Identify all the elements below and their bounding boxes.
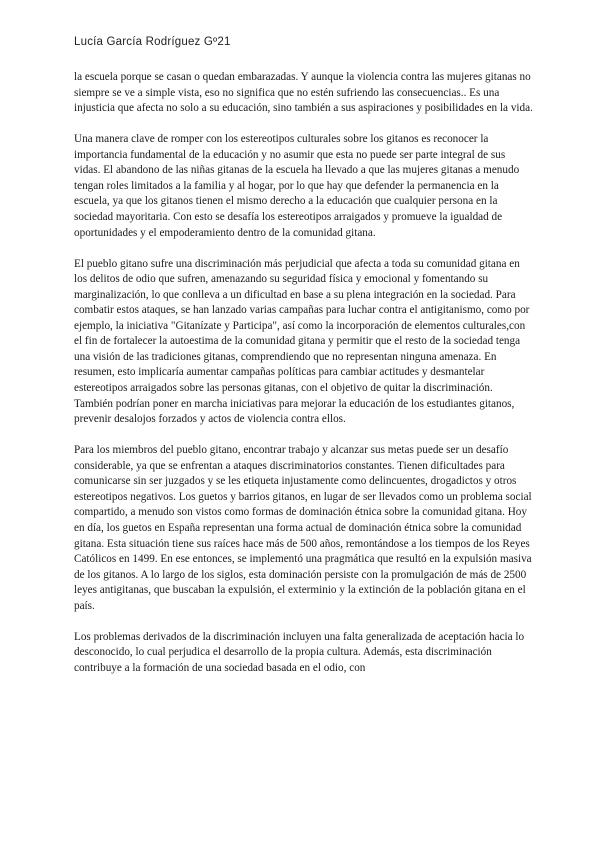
paragraph-3: El pueblo gitano sufre una discriminación más perjudicial que afecta a toda su comunidad gitana en los delitos de odio que sufren, amenazando su seguridad física y emocional y fomentando su marginalización, lo que conlleva a un dificultad en base a su plena integración en la sociedad. Para combatir estos ataques, se han lanzado varias campañas para luchar contra el antigitanismo, como por ejemplo, la iniciativa "Gitanízate y Participa", así como la incorporación de elementos culturales,con el fin de fortalecer la autoestima de la comunidad gitana y permitir que el resto de la sociedad tenga una visión de las tradiciones gitanas, comprendiendo que no representan ninguna amenaza. En resumen, esto implicaría aumentar campañas políticas para cambiar actitudes y desmantelar estereotipos arraigados sobre las personas gitanas, con el objetivo de quitar la discriminación. También podrían poner en marcha iniciativas para mejorar la educación de los estudiantes gitanos, prevenir desalojos forzados y actos de violencia contra ellos. (74, 257, 530, 426)
document-body (74, 70, 534, 692)
paragraph-4: Para los miembros del pueblo gitano, encontrar trabajo y alcanzar sus metas puede ser un desafío considerable, ya que se enfrentan a ataques discriminatorios constantes. Tienen dificultades para comunicarse sin ser juzgados y se les etiqueta injustamente como delincuentes, drogadictos y otros estereotipos negativos. Los guetos y barrios gitanos, en lugar de ser llevados como un problema social compartido, a menudo son vistos como formas de dominación étnica sobre la comunidad gitana. Hoy en día, los guetos en España representan una forma actual de dominación étnica sobre la comunidad gitana. Esta situación tiene sus raíces hace más de 500 años, remontándose a los tiempos de los Reyes Católicos en 1499. En ese entonces, se implementó una pragmática que resultó en la expulsión masiva de los gitanos. A lo largo de los siglos, esta dominación persiste con la promulgación de más de 2500 leyes antigitanas, que buscaban la expulsión, el exterminio y la extinción de la población gitana en el país. (74, 444, 532, 612)
page-header: Lucía García Rodríguez Gº21 (74, 36, 231, 48)
paragraph-5: Los problemas derivados de la discriminación incluyen una falta generalizada de aceptación hacia lo desconocido, lo cual perjudica el desarrollo de la propia cultura. Además, esta discriminación contribuye a la formación de una sociedad basada en el odio, con (74, 630, 525, 674)
paragraph-2: Una manera clave de romper con los estereotipos culturales sobre los gitanos es reconocer la importancia fundamental de la educación y no asumir que esta no puede ser parte integral de sus vidas. El abandono de las niñas gitanas de la escuela ha llevado a que las mujeres gitanas a menudo tengan roles limitados a la familia y al hogar, por lo que hay que defender la permanencia en la escuela, ya que los gitanos tienen el mismo derecho a la educación que cualquier persona en la sociedad mayoritaria. Con esto se desafía los estereotipos arraigados y promueve la igualdad de oportunidades y el empoderamiento dentro de la comunidad gitana. (74, 133, 520, 239)
paragraph-1: la escuela porque se casan o quedan embarazadas. Y aunque la violencia contra las mujeres gitanas no siempre se ve a simple vista, eso no significa que no estén sufriendo las consecuencias.. Es una injusticia que afecta no solo a su educación, sino también a sus aspiraciones y posibilidades en la vida. (74, 71, 533, 115)
